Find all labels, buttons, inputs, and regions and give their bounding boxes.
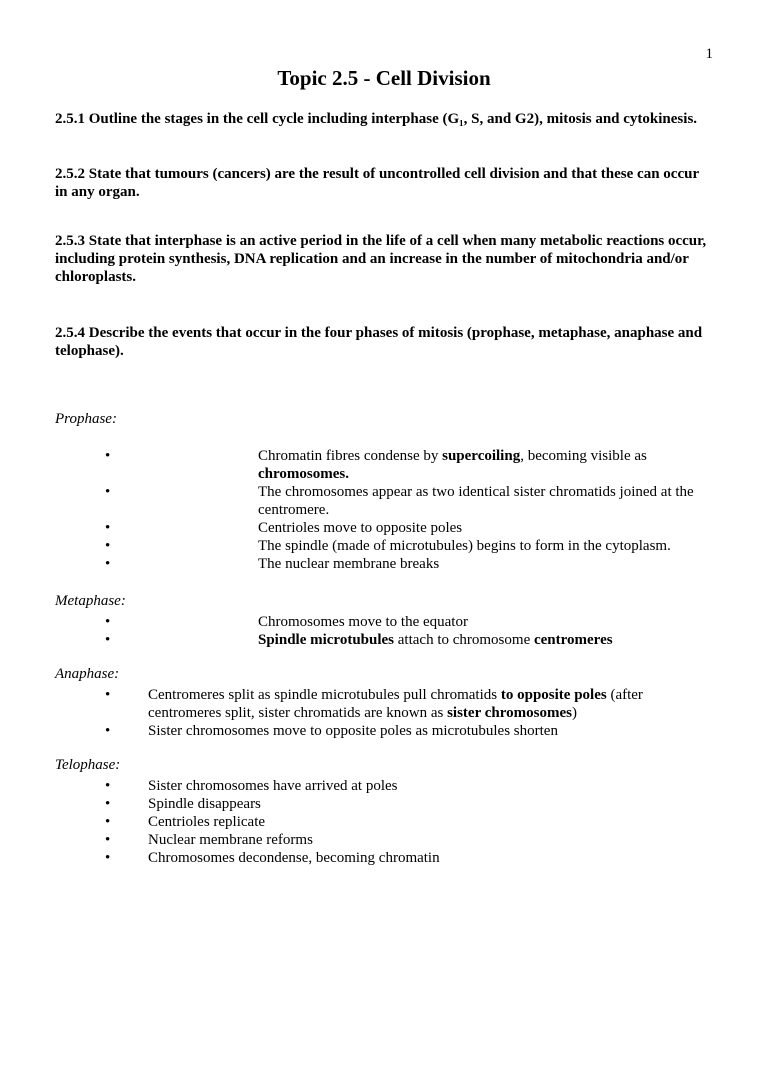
bullet-text: The spindle (made of microtubules) begins to form in the cytoplasm. bbox=[258, 538, 671, 554]
phase-section-anaphase bbox=[55, 665, 713, 740]
bullet-item bbox=[55, 631, 713, 649]
objectives-list bbox=[55, 110, 713, 360]
bullet-text: Chromosomes move to the equator bbox=[258, 614, 468, 630]
bullet-icon: • bbox=[105, 520, 111, 536]
bullet-icon: • bbox=[105, 538, 111, 554]
phase-section-telophase bbox=[55, 756, 713, 867]
bullet-item bbox=[55, 686, 713, 722]
bullet-item bbox=[55, 555, 713, 573]
bullet-icon: • bbox=[105, 484, 111, 500]
bullet-icon: • bbox=[105, 448, 111, 464]
bullet-icon: • bbox=[105, 632, 111, 648]
bullet-item bbox=[55, 447, 713, 483]
bullet-list bbox=[55, 447, 713, 573]
bullet-icon: • bbox=[105, 723, 111, 739]
bullet-item bbox=[55, 813, 713, 831]
bullet-text: Spindle microtubules attach to chromosome centromeres bbox=[258, 632, 613, 648]
bullet-item bbox=[55, 483, 713, 519]
bullet-item bbox=[55, 537, 713, 555]
phase-heading: Telophase: bbox=[55, 757, 121, 773]
bullet-item bbox=[55, 777, 713, 795]
bullet-icon: • bbox=[105, 556, 111, 572]
bullet-list bbox=[55, 613, 713, 649]
bullet-text: Chromosomes decondense, becoming chromatin bbox=[148, 850, 440, 866]
objective-paragraph-2-5-3: 2.5.3 State that interphase is an active period in the life of a cell when many metabolic reactions occur, including protein synthesis, DNA replication and an increase in the number of mitochondria and/or chloroplasts. bbox=[55, 233, 707, 285]
page-number: 1 bbox=[705, 46, 713, 62]
bullet-icon: • bbox=[105, 687, 111, 703]
bullet-icon: • bbox=[105, 814, 111, 830]
bullet-item bbox=[55, 519, 713, 537]
phase-heading: Anaphase: bbox=[55, 666, 120, 682]
phase-section-metaphase bbox=[55, 592, 713, 649]
phase-heading: Prophase: bbox=[55, 411, 117, 427]
bullet-text: Spindle disappears bbox=[148, 796, 261, 812]
bullet-item bbox=[55, 849, 713, 867]
bullet-list bbox=[55, 686, 713, 740]
bullet-icon: • bbox=[105, 778, 111, 794]
bullet-icon: • bbox=[105, 832, 111, 848]
bullet-text: Centrioles move to opposite poles bbox=[258, 520, 463, 536]
bullet-item bbox=[55, 795, 713, 813]
objective-paragraph-2-5-2: 2.5.2 State that tumours (cancers) are the result of uncontrolled cell division and that these can occur in any organ. bbox=[55, 166, 699, 200]
bullet-item bbox=[55, 613, 713, 631]
bullet-text: Centrioles replicate bbox=[148, 814, 266, 830]
bullet-text: Sister chromosomes have arrived at poles bbox=[148, 778, 398, 794]
bullet-item bbox=[55, 722, 713, 740]
bullet-icon: • bbox=[105, 850, 111, 866]
bullet-text: Centromeres split as spindle microtubules pull chromatids to opposite poles (after centromeres split, sister chromatids are known as sister chromosomes) bbox=[148, 687, 643, 721]
bullet-item bbox=[55, 831, 713, 849]
document-title: Topic 2.5 - Cell Division bbox=[277, 66, 491, 90]
bullet-text: Chromatin fibres condense by supercoiling, becoming visible as chromosomes. bbox=[258, 448, 647, 482]
bullet-text: The nuclear membrane breaks bbox=[258, 556, 440, 572]
objective-paragraph-2-5-4: 2.5.4 Describe the events that occur in the four phases of mitosis (prophase, metaphase, anaphase and telophase). bbox=[55, 325, 703, 359]
bullet-text: Nuclear membrane reforms bbox=[148, 832, 313, 848]
phase-sections bbox=[55, 410, 713, 867]
bullet-icon: • bbox=[105, 796, 111, 812]
objective-paragraph-2-5-1: 2.5.1 Outline the stages in the cell cycle including interphase (G₁, S, and G2), mitosis and cytokinesis. bbox=[55, 111, 698, 127]
bullet-text: Sister chromosomes move to opposite poles as microtubules shorten bbox=[148, 723, 558, 739]
bullet-list bbox=[55, 777, 713, 867]
phase-heading: Metaphase: bbox=[55, 593, 126, 609]
bullet-text: The chromosomes appear as two identical sister chromatids joined at the centromere. bbox=[258, 484, 694, 518]
phase-section-prophase bbox=[55, 410, 713, 573]
bullet-icon: • bbox=[105, 614, 111, 630]
